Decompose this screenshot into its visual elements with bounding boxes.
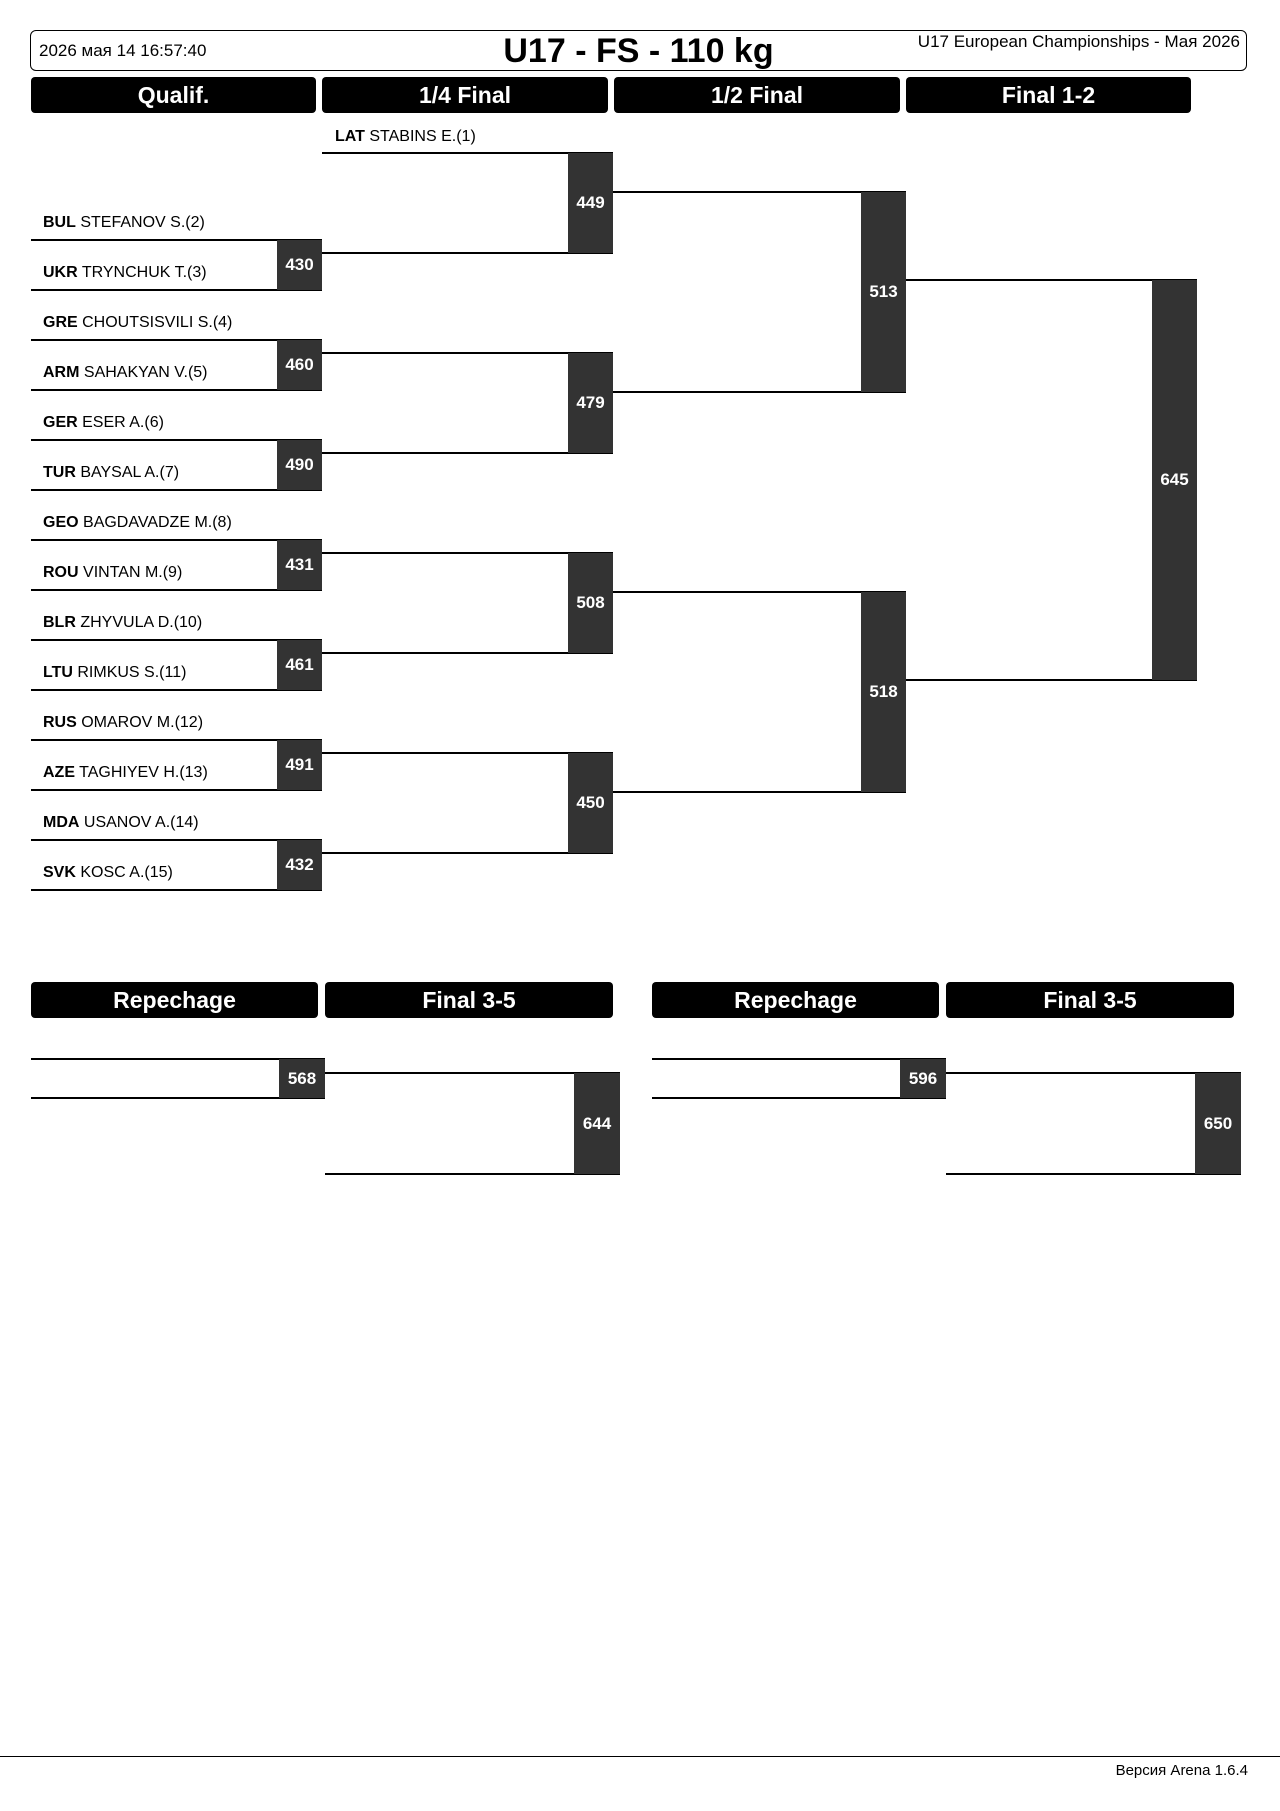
athlete-entry: [43, 214, 205, 232]
athlete-country: ROU: [43, 564, 79, 581]
athlete-name: RIMKUS S.(11): [77, 664, 187, 681]
bout-box: 450: [568, 753, 613, 853]
athlete-country: GER: [43, 414, 78, 431]
athlete-name: BAYSAL A.(7): [80, 464, 180, 481]
athlete-name: USANOV A.(14): [83, 814, 199, 831]
bout-box: 650: [1195, 1073, 1241, 1174]
athlete-name: VINTAN M.(9): [83, 564, 183, 581]
bout-box: 518: [861, 592, 906, 792]
header-bar: [30, 30, 1247, 71]
header-datetime: 2026 мая 14 16:57:40: [39, 41, 207, 60]
bout-box: 645: [1152, 280, 1197, 680]
athlete-country: BLR: [43, 614, 76, 631]
athlete-name: SAHAKYAN V.(5): [83, 364, 208, 381]
athlete-name: ZHYVULA D.(10): [80, 614, 203, 631]
bout-box: 430: [277, 240, 322, 290]
athlete-entry: [43, 364, 208, 382]
athlete-entry: [43, 564, 182, 582]
athlete-name: OMAROV M.(12): [81, 714, 204, 731]
bout-box: 644: [574, 1073, 620, 1174]
athlete-entry: [43, 664, 186, 682]
athlete-name: STABINS E.(1): [369, 128, 476, 145]
athlete-entry: [43, 864, 173, 882]
athlete-entry: [43, 314, 232, 332]
athlete-country: SVK: [43, 864, 76, 881]
footer-divider: [0, 1756, 1280, 1757]
bout-box: 596: [900, 1059, 946, 1098]
round-header-final35-left: Final 3-5: [325, 982, 613, 1018]
athlete-name: CHOUTSISVILI S.(4): [82, 314, 233, 331]
athlete-entry: [43, 814, 199, 832]
athlete-name: TRYNCHUK T.(3): [81, 264, 207, 281]
athlete-country: LTU: [43, 664, 73, 681]
event-name: U17 European Championships - Мая 2026: [917, 32, 1240, 51]
round-header-final35-right: Final 3-5: [946, 982, 1234, 1018]
athlete-entry: [43, 714, 203, 732]
bout-box: 513: [861, 192, 906, 392]
bout-box: 449: [568, 153, 613, 253]
round-header-quarter: 1/4 Final: [322, 77, 608, 113]
bout-box: 479: [568, 353, 613, 453]
athlete-entry: [43, 514, 232, 532]
athlete-country: RUS: [43, 714, 77, 731]
round-header-semi: 1/2 Final: [614, 77, 900, 113]
athlete-country: TUR: [43, 464, 76, 481]
version-label: Версия Arena 1.6.4: [1115, 1762, 1248, 1779]
bout-box: 461: [277, 640, 322, 690]
athlete-country: UKR: [43, 264, 78, 281]
round-header-final: Final 1-2: [906, 77, 1191, 113]
athlete-entry: [43, 764, 208, 782]
bout-box: 432: [277, 840, 322, 890]
athlete-country: GRE: [43, 314, 78, 331]
athlete-entry: [43, 614, 202, 632]
athlete-entry: [43, 464, 179, 482]
bout-box: 491: [277, 740, 322, 790]
athlete-name: STEFANOV S.(2): [80, 214, 205, 231]
athlete-name: BAGDAVADZE M.(8): [83, 514, 232, 531]
athlete-entry: [43, 264, 207, 282]
athlete-country: MDA: [43, 814, 80, 831]
athlete-entry: [335, 128, 476, 146]
athlete-country: ARM: [43, 364, 80, 381]
bout-box: 508: [568, 553, 613, 653]
bout-box: 490: [277, 440, 322, 490]
athlete-name: ESER A.(6): [82, 414, 164, 431]
athlete-entry: [43, 414, 164, 432]
bout-box: 431: [277, 540, 322, 590]
athlete-country: LAT: [335, 128, 365, 145]
round-header-qualif: Qualif.: [31, 77, 316, 113]
bout-box: 568: [279, 1059, 325, 1098]
athlete-country: BUL: [43, 214, 76, 231]
athlete-country: GEO: [43, 514, 79, 531]
page-title: U17 - FS - 110 kg: [503, 32, 774, 70]
bout-box: 460: [277, 340, 322, 390]
athlete-name: KOSC A.(15): [80, 864, 173, 881]
athlete-country: AZE: [43, 764, 75, 781]
athlete-name: TAGHIYEV H.(13): [79, 764, 208, 781]
round-header-repechage-left: Repechage: [31, 982, 318, 1018]
round-header-repechage-right: Repechage: [652, 982, 939, 1018]
